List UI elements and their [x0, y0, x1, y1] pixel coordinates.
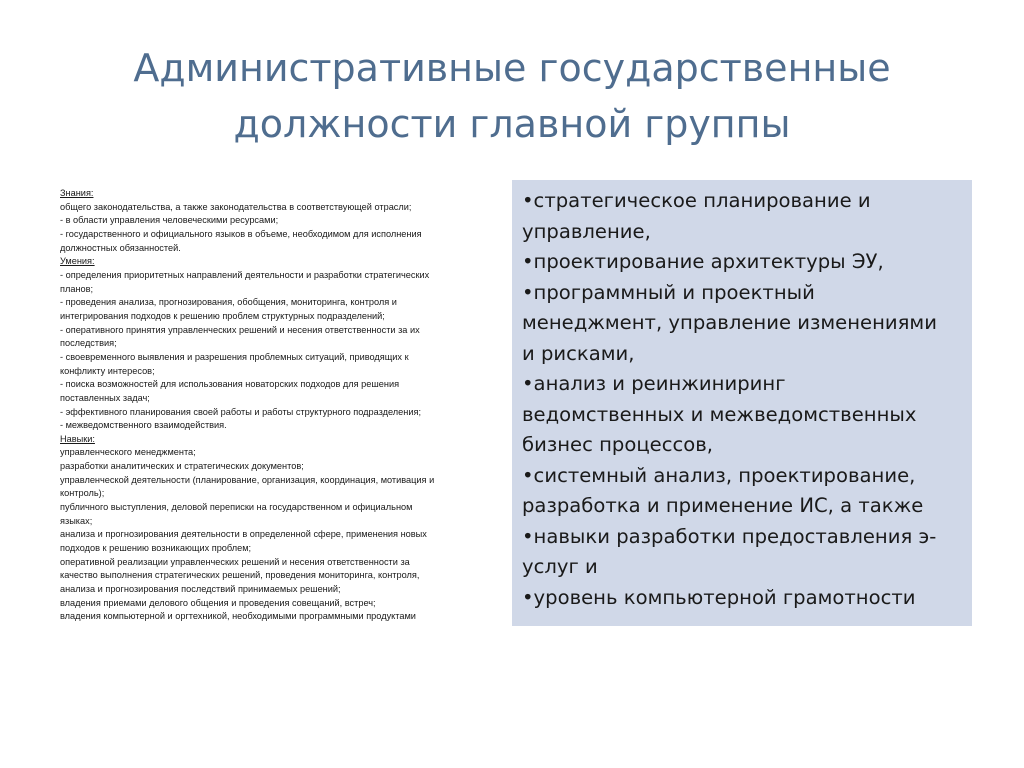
- habits-line: подходов к решению возникающих проблем;: [60, 543, 252, 554]
- habits-line: качество выполнения стратегических решений, проведения мониторинга, контроля,: [60, 570, 420, 581]
- habits-line: анализа и прогнозирования последствий принимаемых решений;: [60, 584, 341, 595]
- skills-line: интегрирования подходов к решению проблем структурных подразделений;: [60, 310, 385, 321]
- slide-title: [60, 40, 964, 152]
- knowledge-heading: Знания:: [60, 188, 94, 198]
- skills-line: - проведения анализа, прогнозирования, обобщения, мониторинга, контроля и: [60, 297, 397, 308]
- requirements-text: [60, 187, 500, 624]
- competency-line: •проектирование архитектуры ЭУ,: [522, 250, 884, 273]
- skills-line: планов;: [60, 283, 94, 294]
- habits-list: [60, 446, 500, 624]
- habits-line: управленческого менеджмента;: [60, 447, 196, 458]
- competency-line: разработка и применение ИС, а также: [522, 494, 924, 517]
- habits-line: разработки аналитических и стратегических документов;: [60, 461, 304, 472]
- competency-line: менеджмент, управление изменениями: [522, 311, 937, 334]
- competency-line: •системный анализ, проектирование,: [522, 463, 916, 487]
- competency-line: •навыки разработки предоставления э-: [522, 524, 937, 548]
- slide-title-line-2: должности главной группы: [233, 102, 791, 146]
- knowledge-list: [60, 201, 500, 256]
- habits-line: языках;: [60, 515, 93, 526]
- competency-line: услуг и: [522, 555, 598, 578]
- habits-line: публичного выступления, деловой переписки на государственном и официальном: [60, 502, 413, 513]
- competency-line: •стратегическое планирование и: [522, 189, 871, 212]
- competency-line: •анализ и реинжиниринг: [522, 372, 786, 395]
- skills-line: - оперативного принятия управленческих решений и несения ответственности за их: [60, 324, 420, 335]
- knowledge-line: общего законодательства, а также законодательства в соответствующей отрасли;: [60, 201, 412, 212]
- skills-line: - поиска возможностей для использования новаторских подходов для решения: [60, 379, 400, 390]
- skills-line: - определения приоритетных направлений деятельности и разработки стратегических: [60, 269, 430, 280]
- skills-line: поставленных задач;: [60, 392, 150, 403]
- habits-line: владения приемами делового общения и проведения совещаний, встреч;: [60, 597, 376, 608]
- habits-line: анализа и прогнозирования деятельности в определенной сфере, применения новых: [60, 529, 427, 540]
- habits-heading: Навыки:: [60, 433, 95, 444]
- competency-line: •программный и проектный: [522, 280, 815, 304]
- skills-line: - своевременного выявления и разрешения проблемных ситуаций, приводящих к: [60, 351, 409, 362]
- competency-line: ведомственных и межведомственных: [522, 402, 917, 426]
- habits-line: оперативной реализации управленческих решений и несения ответственности за: [60, 556, 410, 567]
- competencies-panel: [512, 180, 972, 626]
- knowledge-line: - государственного и официального языков в объеме, необходимом для исполнения: [60, 228, 422, 239]
- skills-heading: Умения:: [60, 256, 95, 267]
- knowledge-line: - в области управления человеческими ресурсами;: [60, 215, 279, 226]
- skills-line: последствия;: [60, 338, 117, 349]
- slide-title-line-1: Административные государственные: [133, 46, 891, 90]
- habits-line: контроль);: [60, 488, 105, 499]
- competency-line: управление,: [522, 219, 651, 243]
- habits-line: владения компьютерной и оргтехникой, необходимыми программными продуктами: [60, 611, 416, 622]
- competency-line: бизнес процессов,: [522, 433, 714, 456]
- competency-line: •уровень компьютерной грамотности: [522, 585, 916, 609]
- skills-line: конфликту интересов;: [60, 365, 155, 376]
- knowledge-line: должностных обязанностей.: [60, 242, 181, 253]
- competency-line: и рисками,: [522, 341, 635, 365]
- skills-line: - эффективного планирования своей работы и работы структурного подразделения;: [60, 406, 421, 417]
- habits-line: управленческой деятельности (планирование, организация, координация, мотивация и: [60, 474, 435, 485]
- skills-line: - межведомственного взаимодействия.: [60, 420, 227, 431]
- skills-list: [60, 269, 500, 433]
